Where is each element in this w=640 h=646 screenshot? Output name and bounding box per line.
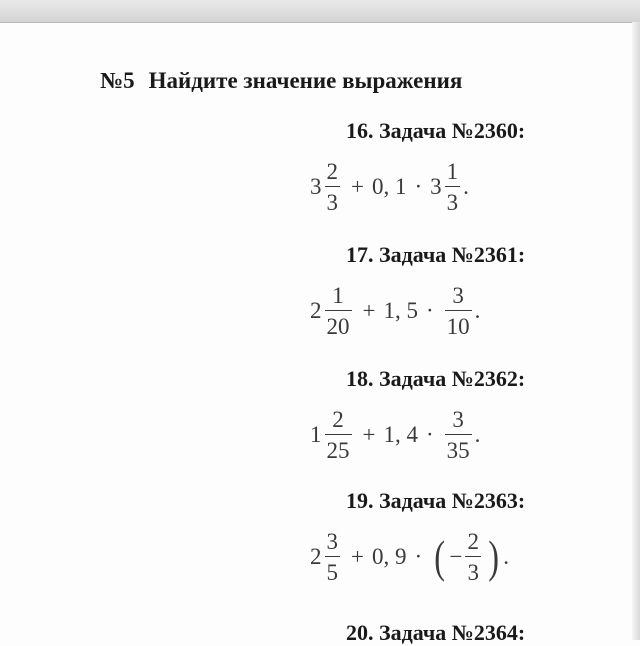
right-paren: ) xyxy=(488,531,499,582)
numerator: 1 xyxy=(446,159,459,184)
denominator: 3 xyxy=(445,186,461,214)
expression-19 xyxy=(310,530,509,584)
expression-17 xyxy=(310,284,480,338)
period: . xyxy=(474,422,481,447)
fraction xyxy=(325,160,341,214)
denominator: 5 xyxy=(325,556,341,584)
exercise-number: №5 xyxy=(100,68,135,93)
decimal: 0, 1 xyxy=(371,174,407,199)
denominator: 35 xyxy=(445,434,472,462)
numerator: 2 xyxy=(467,529,479,554)
fraction xyxy=(465,530,481,584)
task-title-19: 19. Задача №2363: xyxy=(346,488,526,513)
left-paren: ( xyxy=(434,531,446,582)
multiply-dot: · xyxy=(425,298,434,323)
decimal: 1, 4 xyxy=(383,422,418,447)
mixed-whole: 2 xyxy=(310,544,322,569)
mixed-whole: 2 xyxy=(310,298,322,323)
multiply-dot: · xyxy=(425,422,434,447)
page-edge xyxy=(632,22,640,640)
decimal: 1, 5 xyxy=(383,298,418,323)
fraction xyxy=(445,284,472,338)
plus-sign: + xyxy=(351,174,364,199)
task-title-16: 16. Задача №2360: xyxy=(346,118,526,143)
task-title-17: 17. Задача №2361: xyxy=(346,242,526,267)
fraction xyxy=(325,530,341,584)
numerator: 3 xyxy=(452,407,464,432)
fraction xyxy=(445,160,461,214)
numerator: 2 xyxy=(326,159,338,184)
fraction xyxy=(325,284,352,338)
mixed-whole: 1 xyxy=(310,422,322,447)
plus-sign: + xyxy=(362,298,376,323)
period: . xyxy=(474,298,481,323)
plus-sign: + xyxy=(351,544,364,569)
numerator: 1 xyxy=(332,283,344,308)
multiply-dot: · xyxy=(414,544,423,569)
decimal: 0, 9 xyxy=(371,544,407,569)
fraction xyxy=(325,408,352,462)
denominator: 20 xyxy=(325,310,352,338)
mixed-whole: 3 xyxy=(430,174,442,199)
window-top-bar xyxy=(0,0,640,23)
task-title-20: 20. Задача №2364: xyxy=(346,620,526,645)
expression-16 xyxy=(310,160,469,214)
numerator: 2 xyxy=(332,407,344,432)
task-title-18: 18. Задача №2362: xyxy=(346,366,526,391)
multiply-dot: · xyxy=(414,174,423,199)
numerator: 3 xyxy=(452,283,464,308)
plus-sign: + xyxy=(362,422,376,447)
page-heading xyxy=(100,68,462,94)
fraction xyxy=(445,408,472,462)
period: . xyxy=(503,544,510,569)
denominator: 3 xyxy=(325,186,341,214)
denominator: 25 xyxy=(325,434,352,462)
denominator: 3 xyxy=(465,556,481,584)
numerator: 3 xyxy=(326,529,338,554)
period: . xyxy=(463,174,469,199)
minus-sign: − xyxy=(449,544,463,569)
mixed-whole: 3 xyxy=(310,174,322,199)
expression-18 xyxy=(310,408,480,462)
denominator: 10 xyxy=(445,310,472,338)
exercise-instruction: Найдите значение выражения xyxy=(148,68,463,93)
